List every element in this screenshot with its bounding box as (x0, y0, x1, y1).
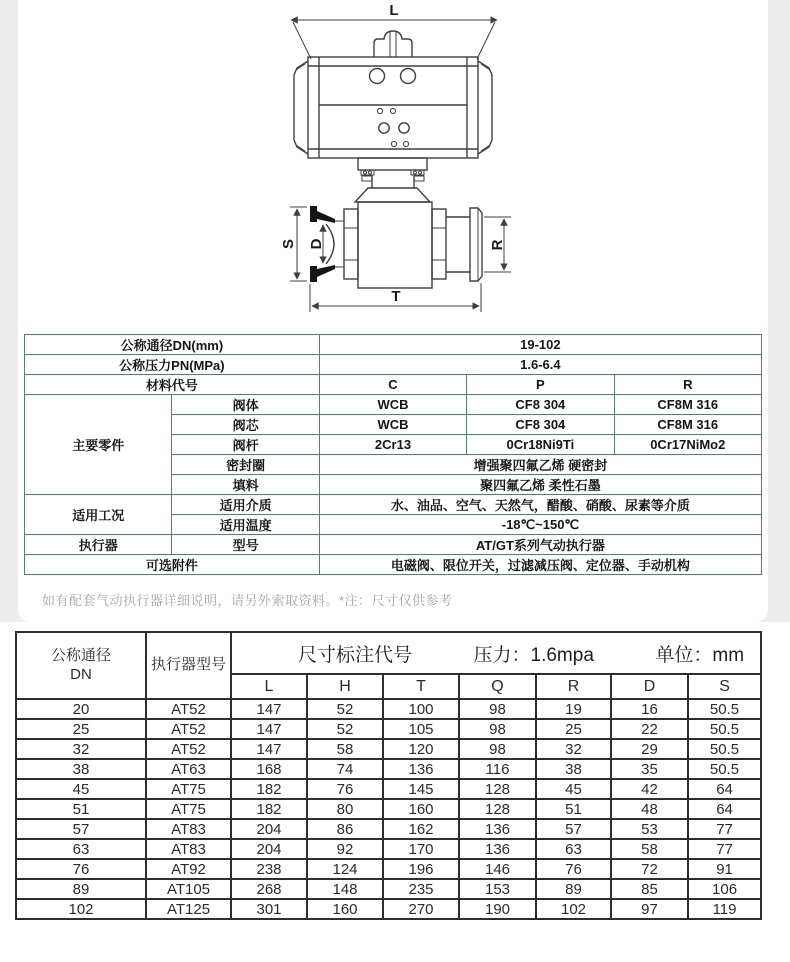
dim-row (16, 819, 761, 839)
dim-col-header: H (307, 674, 383, 699)
dim-row (16, 699, 761, 719)
dim-cell: 57 (536, 819, 611, 839)
spec-cell: 聚四氟乙烯 柔性石墨 (319, 475, 761, 495)
dim-cell: 76 (16, 859, 146, 879)
dim-label-r: R (489, 239, 506, 251)
dim-cell: 64 (688, 799, 761, 819)
dim-cell: 50.5 (688, 759, 761, 779)
dim-cell: 98 (459, 739, 536, 759)
dim-header-row (16, 632, 761, 674)
dim-cell: 190 (459, 899, 536, 919)
spec-cell: 阀杆 (172, 435, 319, 455)
spec-cell: CF8 304 (467, 395, 614, 415)
spec-cell: 密封圈 (172, 455, 319, 475)
spec-cell: 可选附件 (25, 555, 320, 575)
spec-cell: 电磁阀、限位开关，过滤减压阀、定位器、手动机构 (319, 555, 761, 575)
spec-row (25, 395, 762, 415)
spec-cell: 1.6-6.4 (319, 355, 761, 375)
dim-cell: 32 (536, 739, 611, 759)
dim-cell: 72 (611, 859, 688, 879)
actuator-drawing (291, 20, 497, 175)
spec-cell: 填料 (172, 475, 319, 495)
dim-cell: 116 (459, 759, 536, 779)
spec-cell: 材料代号 (25, 375, 320, 395)
dim-cell: 128 (459, 799, 536, 819)
dim-cell: 98 (459, 719, 536, 739)
col-header-dn: 公称通径 DN (16, 632, 146, 699)
dim-cell: 136 (459, 839, 536, 859)
spec-row (25, 375, 762, 395)
dim-cell: 91 (688, 859, 761, 879)
dim-col-header: R (536, 674, 611, 699)
spec-row (25, 535, 762, 555)
dim-cell: 148 (307, 879, 383, 899)
dim-label-l: L (389, 2, 399, 19)
dim-cell: 20 (16, 699, 146, 719)
dim-cell: 50.5 (688, 719, 761, 739)
dim-cell: 106 (688, 879, 761, 899)
dim-col-header: L (231, 674, 307, 699)
dim-cell: 50.5 (688, 739, 761, 759)
spec-cell: 适用工况 (25, 495, 172, 535)
dim-row (16, 799, 761, 819)
dim-cell: AT52 (146, 719, 231, 739)
dim-cell: 35 (611, 759, 688, 779)
dim-cell: 92 (307, 839, 383, 859)
dim-cell: 160 (307, 899, 383, 919)
dim-cell: AT92 (146, 859, 231, 879)
dim-cell: 136 (459, 819, 536, 839)
dim-cell: AT105 (146, 879, 231, 899)
dim-col-header: Q (459, 674, 536, 699)
dim-cell: 74 (307, 759, 383, 779)
spec-cell: 公称通径DN(mm) (25, 335, 320, 355)
dim-cell: 42 (611, 779, 688, 799)
dim-cell: 89 (16, 879, 146, 899)
dim-cell: 97 (611, 899, 688, 919)
col-header-actuator-model: 执行器型号 (146, 632, 231, 699)
dim-cell: 238 (231, 859, 307, 879)
dim-cell: 147 (231, 739, 307, 759)
dim-label-s: S (280, 238, 297, 250)
dim-cell: 38 (16, 759, 146, 779)
dim-cell: 22 (611, 719, 688, 739)
dim-cell: 32 (16, 739, 146, 759)
dim-cell: 204 (231, 839, 307, 859)
dim-cell: 64 (688, 779, 761, 799)
dim-cell: 153 (459, 879, 536, 899)
spec-cell: WCB (319, 395, 466, 415)
dim-cell: 100 (383, 699, 459, 719)
spec-cell: 增强聚四氟乙烯 硬密封 (319, 455, 761, 475)
spec-cell: 适用介质 (172, 495, 319, 515)
dim-cell: 136 (383, 759, 459, 779)
dim-cell: 204 (231, 819, 307, 839)
dim-cell: 128 (459, 779, 536, 799)
dim-cell: 52 (307, 699, 383, 719)
spec-row (25, 355, 762, 375)
spec-cell: 0Cr18Ni9Ti (467, 435, 614, 455)
dim-cell: 52 (307, 719, 383, 739)
dim-cell: 29 (611, 739, 688, 759)
dim-cell: 162 (383, 819, 459, 839)
dim-cell: 45 (16, 779, 146, 799)
spec-cell: 水、油品、空气、天然气，醋酸、硝酸、尿素等介质 (319, 495, 761, 515)
dim-cell: 105 (383, 719, 459, 739)
note-text: 如有配套气动执行器详细说明，请另外索取资料。*注：尺寸仅供参考 (42, 593, 453, 608)
dim-cell: 77 (688, 839, 761, 859)
dim-cell: 45 (536, 779, 611, 799)
dim-col-header: T (383, 674, 459, 699)
dim-col-header: S (688, 674, 761, 699)
spec-cell: CF8 304 (467, 415, 614, 435)
dim-cell: 147 (231, 719, 307, 739)
spec-cell: R (614, 375, 761, 395)
dim-col-header: D (611, 674, 688, 699)
dim-cell: 48 (611, 799, 688, 819)
spec-cell: CF8M 316 (614, 415, 761, 435)
dim-cell: 63 (536, 839, 611, 859)
dim-row (16, 899, 761, 919)
dim-cell: 77 (688, 819, 761, 839)
spec-cell: WCB (319, 415, 466, 435)
dim-cell: 146 (459, 859, 536, 879)
spec-cell: 型号 (172, 535, 319, 555)
dim-cell: AT83 (146, 819, 231, 839)
dim-cell: 25 (16, 719, 146, 739)
dim-cell: 168 (231, 759, 307, 779)
dim-cell: 53 (611, 819, 688, 839)
dim-cell: AT52 (146, 739, 231, 759)
dim-cell: 50.5 (688, 699, 761, 719)
spec-cell: -18℃~150℃ (319, 515, 761, 535)
dim-cell: 38 (536, 759, 611, 779)
dim-row (16, 779, 761, 799)
spec-table (24, 334, 762, 575)
merged-header (231, 632, 761, 674)
dim-row (16, 719, 761, 739)
dim-cell: 16 (611, 699, 688, 719)
spec-cell: 0Cr17NiMo2 (614, 435, 761, 455)
spec-cell: P (467, 375, 614, 395)
dim-cell: AT75 (146, 799, 231, 819)
dim-cell: 270 (383, 899, 459, 919)
dim-cell: 147 (231, 699, 307, 719)
dim-cell: 19 (536, 699, 611, 719)
spec-cell: 阀体 (172, 395, 319, 415)
dim-cell: AT75 (146, 779, 231, 799)
spec-cell: 2Cr13 (319, 435, 466, 455)
dim-cell: 170 (383, 839, 459, 859)
spec-cell: CF8M 316 (614, 395, 761, 415)
dim-cell: 51 (16, 799, 146, 819)
spec-row (25, 555, 762, 575)
dim-cell: 196 (383, 859, 459, 879)
spec-cell: 主要零件 (25, 395, 172, 495)
spec-cell: 执行器 (25, 535, 172, 555)
dim-cell: 182 (231, 779, 307, 799)
dim-cell: 51 (536, 799, 611, 819)
spec-cell: 阀芯 (172, 415, 319, 435)
dim-cell: 25 (536, 719, 611, 739)
dim-cell: 145 (383, 779, 459, 799)
spec-row (25, 335, 762, 355)
spec-cell: 适用温度 (172, 515, 319, 535)
dim-cell: AT83 (146, 839, 231, 859)
dim-cell: 235 (383, 879, 459, 899)
dim-cell: AT52 (146, 699, 231, 719)
merged-header-pressure: 压力：1.6mpa (473, 644, 594, 666)
dim-cell: 80 (307, 799, 383, 819)
dim-cell: 124 (307, 859, 383, 879)
dim-row (16, 859, 761, 879)
dim-cell: 119 (688, 899, 761, 919)
valve-dimension-diagram (18, 0, 768, 332)
spec-cell: C (319, 375, 466, 395)
content-card (18, 0, 768, 622)
dim-cell: 85 (611, 879, 688, 899)
dim-label-d: D (308, 238, 325, 250)
dim-cell: 57 (16, 819, 146, 839)
dim-row (16, 879, 761, 899)
dim-cell: 102 (16, 899, 146, 919)
dim-cell: 98 (459, 699, 536, 719)
dim-cell: AT125 (146, 899, 231, 919)
dim-cell: 76 (307, 779, 383, 799)
dim-cell: 120 (383, 739, 459, 759)
dim-row (16, 759, 761, 779)
dim-label-t: T (391, 288, 401, 305)
dim-cell: AT63 (146, 759, 231, 779)
spec-row (25, 495, 762, 515)
dim-cell: 182 (231, 799, 307, 819)
spec-cell: AT/GT系列气动执行器 (319, 535, 761, 555)
dim-row (16, 839, 761, 859)
merged-header-unit: 单位：mm (655, 644, 745, 666)
dimension-table-section (0, 622, 790, 920)
dim-cell: 58 (307, 739, 383, 759)
spec-cell: 公称压力PN(MPa) (25, 355, 320, 375)
dim-cell: 63 (16, 839, 146, 859)
dim-cell: 58 (611, 839, 688, 859)
merged-header-code-label: 尺寸标注代号 (298, 644, 413, 666)
dim-cell: 160 (383, 799, 459, 819)
dim-cell: 76 (536, 859, 611, 879)
dim-cell: 268 (231, 879, 307, 899)
dim-cell: 301 (231, 899, 307, 919)
dim-cell: 89 (536, 879, 611, 899)
dim-cell: 102 (536, 899, 611, 919)
dim-row (16, 739, 761, 759)
spec-cell: 19-102 (319, 335, 761, 355)
dimension-table (15, 631, 762, 920)
dim-cell: 86 (307, 819, 383, 839)
